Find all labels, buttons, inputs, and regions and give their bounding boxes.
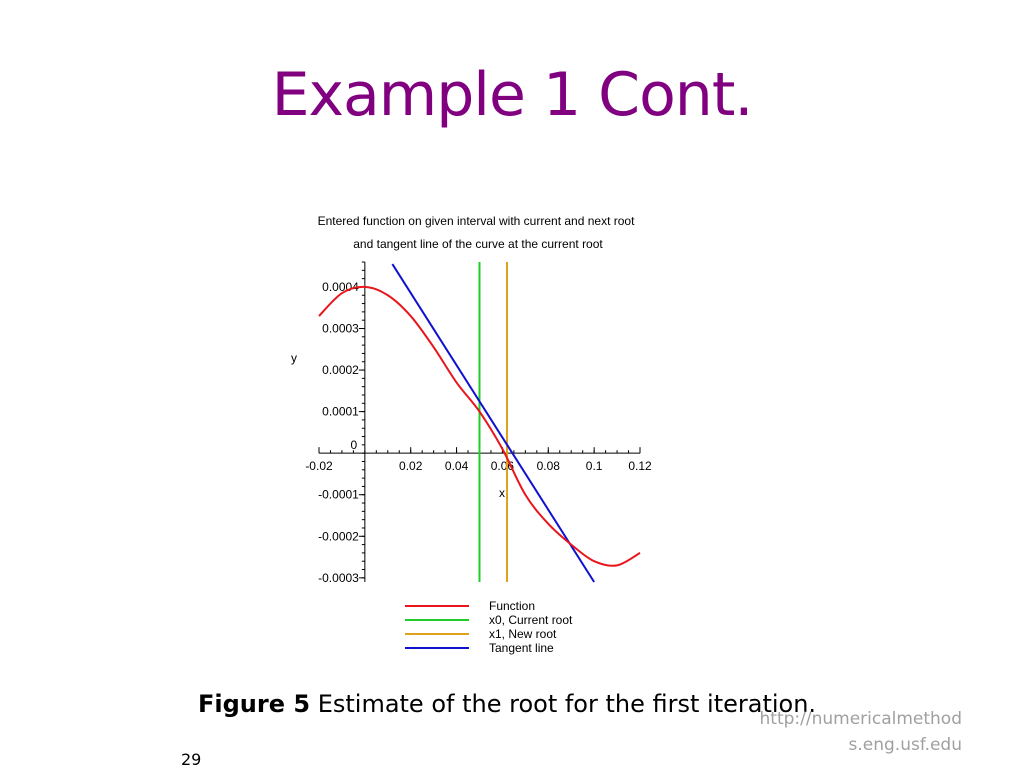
x-tick-label: 0.12: [628, 459, 652, 474]
chart-title-line1: Entered function on given interval with current and next root: [317, 214, 635, 228]
y-tick-label: -0.0002: [318, 529, 359, 544]
footer-url-line1[interactable]: http://numericalmethod: [759, 709, 962, 729]
y-tick-label: 0.0002: [322, 363, 359, 378]
x-tick-label: 0.08: [536, 459, 560, 474]
origin-label: 0: [350, 438, 358, 453]
legend-label: x0, Current root: [489, 613, 573, 627]
footer-url-line2[interactable]: s.eng.usf.edu: [848, 735, 962, 755]
y-tick-label: 0.0001: [322, 404, 359, 419]
y-tick-label: 0.0004: [322, 279, 359, 294]
y-tick-label: -0.0003: [318, 570, 359, 585]
x-tick-label: 0.04: [444, 459, 469, 474]
footer-url[interactable]: [742, 706, 962, 758]
y-axis-label: y: [291, 351, 297, 365]
legend-label: Function: [489, 599, 536, 613]
slide-title: Example 1 Cont.: [271, 60, 753, 130]
figure-caption-label: Figure 5: [198, 690, 311, 718]
x-tick-label: 0.1: [585, 459, 603, 474]
chart-title-line2: and tangent line of the curve at the current root: [353, 237, 603, 251]
figure-caption-text: Estimate of the root for the first iteration.: [310, 690, 817, 718]
x-axis-label: x: [499, 486, 505, 500]
series-tangent-line-line: [392, 264, 594, 582]
x-tick-label: 0.02: [399, 459, 423, 474]
y-tick-label: 0.0003: [322, 321, 359, 336]
legend-label: x1, New root: [489, 627, 557, 641]
figure-caption: [198, 690, 816, 718]
x-tick-label: 0.06: [490, 459, 515, 474]
x-tick-label: -0.02: [305, 459, 333, 474]
page-number: 29: [181, 750, 202, 768]
legend-label: Tangent line: [489, 641, 554, 655]
y-tick-label: -0.0001: [318, 487, 359, 502]
